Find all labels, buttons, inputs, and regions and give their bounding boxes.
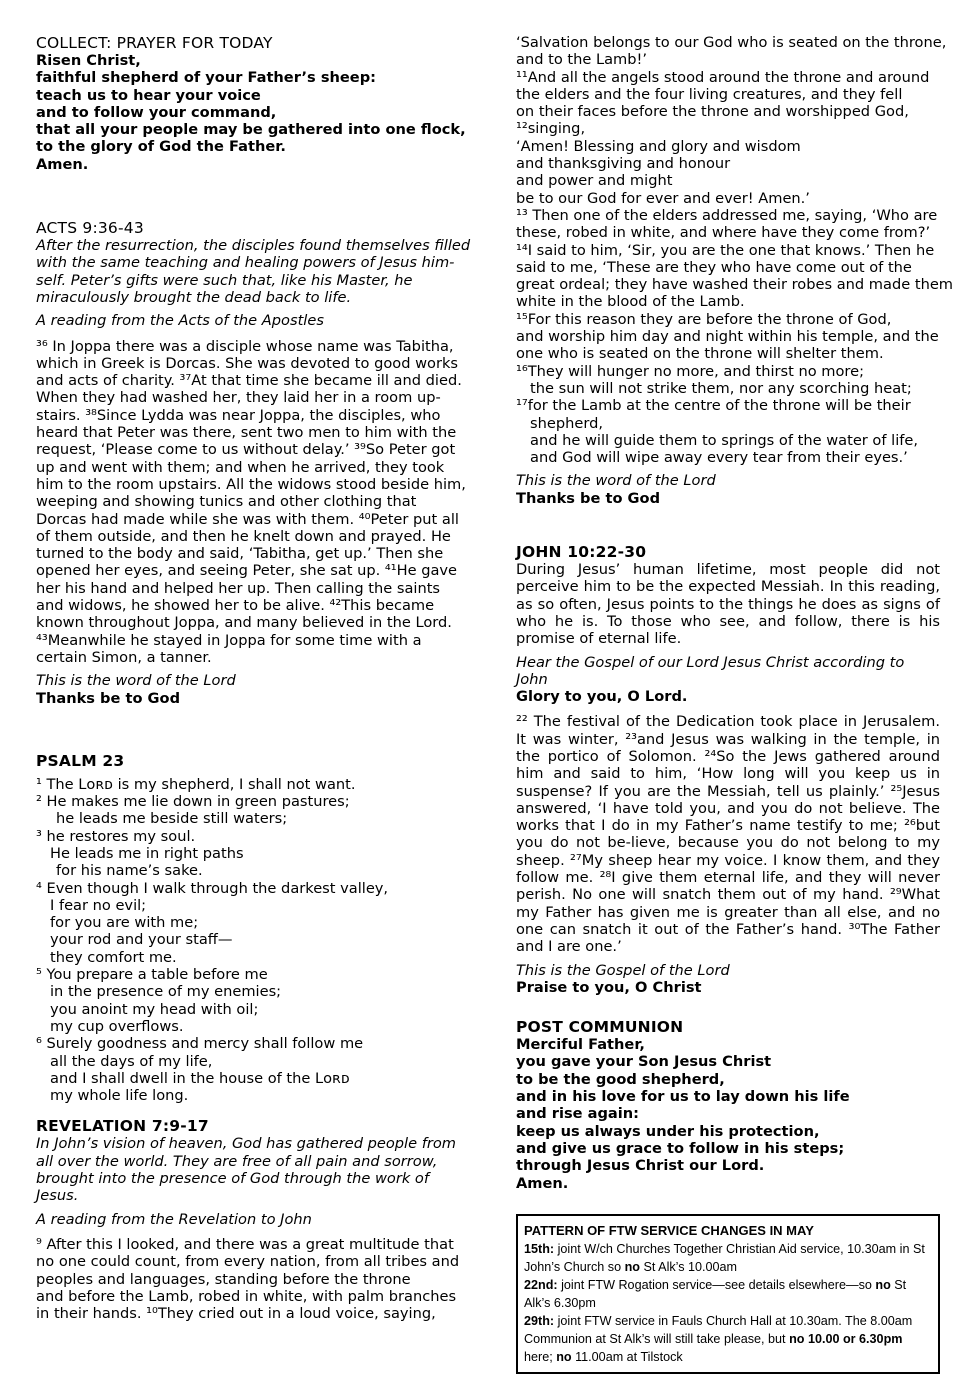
- reading-line: up and went with them; and when he arrived, they took: [36, 458, 445, 476]
- reading-line: and thanksgiving and honour: [516, 155, 731, 173]
- reading-line: ¹⁷for the Lamb at the centre of the throne will be their: [516, 397, 911, 415]
- john-heading: JOHN 10:22-30: [516, 543, 647, 562]
- intro-line: Jesus.: [36, 1187, 79, 1205]
- prayer-line: keep us always under his protection,: [516, 1122, 820, 1140]
- intro-line: all over the world. They are free of all pain and sorrow,: [36, 1152, 438, 1170]
- john-section: [516, 543, 940, 996]
- collect-line: and to follow your command,: [36, 103, 277, 121]
- reading-line: and acts of charity. ³⁷At that time she became ill and died.: [36, 372, 462, 390]
- revelation-section: [36, 1117, 466, 1322]
- notice-items: [524, 1240, 932, 1366]
- notice-item: 15th: joint W/ch Churches Together Christian Aid service, 10.30am in St John’s Church so no St Alk’s 10.00am: [524, 1241, 925, 1274]
- collect-line: faithful shepherd of your Father’s sheep:: [36, 69, 376, 87]
- post-communion-heading: POST COMMUNION: [516, 1018, 684, 1037]
- reading-line: him to the room upstairs. All the widows stood beside him,: [36, 475, 466, 493]
- reading-line: and widows, he showed her to be alive. ⁴²This became: [36, 597, 435, 615]
- notice-heading: PATTERN OF FTW SERVICE CHANGES IN MAY: [524, 1222, 814, 1238]
- acts-announcement: A reading from the Acts of the Apostles: [36, 312, 324, 330]
- acts-reading: [36, 338, 466, 667]
- reading-line: be to our God for ever and ever! Amen.’: [516, 189, 810, 207]
- psalm-line: and I shall dwell in the house of the Lᴏʀᴅ: [50, 1069, 350, 1087]
- revelation-reading-start: [36, 1236, 466, 1322]
- reading-line: of them outside, and then he knelt down and prayed. He: [36, 527, 451, 545]
- reading-line: Dorcas had made while she was with them. ⁴⁰Peter put all: [36, 510, 459, 528]
- intro-line: self. Peter’s gifts were such that, like his Master, he: [36, 271, 413, 289]
- reading-line: certain Simon, a tanner.: [36, 648, 212, 666]
- reading-line: great ordeal; they have washed their robes and made them: [516, 276, 954, 294]
- prayer-line: you gave your Son Jesus Christ: [516, 1053, 772, 1071]
- psalm-line: my whole life long.: [50, 1087, 189, 1105]
- reading-line: heard that Peter was there, sent two men to him with the: [36, 424, 457, 442]
- service-changes-notice: [516, 1214, 940, 1374]
- revelation-reading-continued: [516, 34, 954, 467]
- acts-response: Thanks be to God: [36, 689, 181, 707]
- intro-line: After the resurrection, the disciples found themselves filled: [36, 237, 471, 255]
- revelation-response-call: This is the word of the Lord: [516, 472, 716, 490]
- psalm-text: [36, 776, 466, 1105]
- reading-line: peoples and languages, standing before the throne: [36, 1270, 411, 1288]
- psalm-line: your rod and your staff—: [50, 931, 233, 949]
- left-column: [36, 34, 471, 1323]
- prayer-line: and in his love for us to lay down his life: [516, 1088, 850, 1106]
- reading-line: opened her eyes, and seeing Peter, she sat up. ⁴¹He gave: [36, 562, 458, 580]
- revelation-response: Thanks be to God: [516, 489, 661, 507]
- reading-line: and to the Lamb!’: [516, 51, 648, 69]
- acts-heading: ACTS 9:36-43: [36, 219, 144, 238]
- prayer-line: Amen.: [516, 1174, 569, 1192]
- reading-line: ¹¹And all the angels stood around the throne and around: [516, 68, 930, 86]
- reading-line: in their hands. ¹⁰They cried out in a loud voice, saying,: [36, 1305, 436, 1323]
- reading-line: ¹³ Then one of the elders addressed me, saying, ‘Who are: [516, 206, 938, 224]
- john-intro: During Jesus’ human lifetime, most people did not perceive him to be the expected Messiah. In this reading, as so often, Jesus points to the things he does as signs of who he is. To those who see, and follow, there is his promise of eternal life.: [516, 561, 940, 648]
- reading-line: ‘Salvation belongs to our God who is seated on the throne,: [516, 34, 947, 51]
- john-response-call: This is the Gospel of the Lord: [516, 961, 730, 979]
- psalm-line: ¹ The Lᴏʀᴅ is my shepherd, I shall not want.: [36, 775, 356, 793]
- reading-line: ¹⁴I said to him, ‘Sir, you are the one that knows.’ Then he: [516, 241, 935, 259]
- collect-line: that all your people may be gathered into one flock,: [36, 121, 466, 139]
- reading-line: ¹⁵For this reason they are before the throne of God,: [516, 310, 892, 328]
- prayer-line: through Jesus Christ our Lord.: [516, 1157, 765, 1175]
- psalm-line: I fear no evil;: [50, 896, 147, 914]
- psalm-line: my cup overflows.: [50, 1017, 184, 1035]
- psalm-line: you anoint my head with oil;: [50, 1000, 259, 1018]
- reading-line: ⁴³Meanwhile he stayed in Joppa for some time with a: [36, 631, 422, 649]
- psalm-line: all the days of my life,: [50, 1052, 213, 1070]
- intro-line: In John’s vision of heaven, God has gathered people from: [36, 1135, 456, 1153]
- psalm-line: ⁶ Surely goodness and mercy shall follow me: [36, 1035, 364, 1053]
- prayer-line: Merciful Father,: [516, 1036, 645, 1054]
- collect-line: Amen.: [36, 155, 89, 173]
- reading-line: ¹²singing,: [516, 120, 586, 138]
- reading-line: weeping and showing tunics and other clothing that: [36, 493, 417, 511]
- reading-line: stairs. ³⁸Since Lydda was near Joppa, the disciples, who: [36, 406, 441, 424]
- reading-line: and he will guide them to springs of the water of life,: [530, 431, 919, 449]
- reading-line: shepherd,: [530, 414, 603, 432]
- reading-line: turned to the body and said, ‘Tabitha, get up.’ Then she: [36, 545, 444, 563]
- intro-line: brought into the presence of God through the work of: [36, 1170, 429, 1188]
- reading-line: said to me, ‘These are they who have come out of the: [516, 258, 912, 276]
- right-column: [516, 34, 954, 1374]
- notice-item: 29th: joint FTW service in Fauls Church Hall at 10.30am. The 8.00am Communion at St Alk’s will still take please, but no 10.00 or 6.30pm here; no 11.00am at Tilstock: [524, 1313, 913, 1364]
- revelation-intro: [36, 1135, 466, 1204]
- reading-line: When they had washed her, they laid her in a room up-: [36, 389, 441, 407]
- reading-line: on their faces before the throne and worshipped God,: [516, 103, 909, 121]
- reading-line: ³⁶ In Joppa there was a disciple whose name was Tabitha,: [36, 337, 454, 355]
- reading-line: which in Greek is Dorcas. She was devoted to good works: [36, 354, 459, 372]
- reading-line: the sun will not strike them, nor any scorching heat;: [530, 379, 912, 397]
- collect-line: to the glory of God the Father.: [36, 138, 286, 156]
- reading-line: no one could count, from every nation, from all tribes and: [36, 1253, 460, 1271]
- revelation-heading: REVELATION 7:9-17: [36, 1117, 209, 1136]
- collect-section: [36, 34, 466, 173]
- psalm-line: for his name’s sake.: [56, 862, 203, 880]
- psalm-section: [36, 752, 466, 1105]
- collect-line: teach us to hear your voice: [36, 86, 261, 104]
- prayer-line: to be the good shepherd,: [516, 1070, 725, 1088]
- psalm-line: for you are with me;: [50, 914, 199, 932]
- prayer-line: and give us grace to follow in his steps;: [516, 1139, 845, 1157]
- psalm-line: ² He makes me lie down in green pastures;: [36, 793, 350, 811]
- john-reading: ²² The festival of the Dedication took place in Jerusalem. It was winter, ²³and Jesus was walking in the temple, in the portico of Solomon. ²⁴So the Jews gathered around him and said to him, ‘How long will you keep us in suspense? If you are the Messiah, tell us plainly.’ ²⁵Jesus answered, ‘I have told you, and you do not believe. The works that I do in my Father’s name testify to me; ²⁶but you do not be-lieve, because you do not belong to my sheep. ²⁷My sheep hear my voice. I know them, and they follow me. ²⁸I give them eternal life, and they will never perish. No one will snatch them out of my hand. ²⁹What my Father has given me is greater than all else, and no one can snatch it out of the Father’s hand. ³⁰The Father and I are one.’: [516, 713, 940, 956]
- collect-prayer: [36, 52, 466, 173]
- revelation-announcement: A reading from the Revelation to John: [36, 1210, 312, 1228]
- intro-line: miraculously brought the dead back to life.: [36, 288, 352, 306]
- reading-line: white in the blood of the Lamb.: [516, 293, 745, 311]
- post-communion-section: [516, 1018, 940, 1192]
- reading-line: and power and might: [516, 172, 673, 190]
- notice-item: 22nd: joint FTW Rogation service—see details elsewhere—so no St Alk’s 6.30pm: [524, 1277, 907, 1310]
- acts-response-call: This is the word of the Lord: [36, 672, 236, 690]
- psalm-line: he leads me beside still waters;: [56, 810, 288, 828]
- psalm-line: ⁴ Even though I walk through the darkest valley,: [36, 879, 389, 897]
- post-communion-prayer: [516, 1036, 940, 1192]
- john-announcement-response: Glory to you, O Lord.: [516, 688, 688, 706]
- reading-line: and before the Lamb, robed in white, with palm branches: [36, 1287, 457, 1305]
- reading-line: ¹⁶They will hunger no more, and thirst no more;: [516, 362, 865, 380]
- acts-section: [36, 219, 471, 707]
- psalm-line: they comfort me.: [50, 948, 177, 966]
- prayer-line: and rise again:: [516, 1105, 639, 1123]
- reading-line: and God will wipe away every tear from their eyes.’: [530, 449, 908, 467]
- psalm-line: ³ he restores my soul.: [36, 827, 196, 845]
- john-announcement: Hear the Gospel of our Lord Jesus Christ according to John: [516, 653, 905, 688]
- collect-line: Risen Christ,: [36, 52, 141, 69]
- psalm-line: ⁵ You prepare a table before me: [36, 966, 268, 984]
- intro-line: with the same teaching and healing powers of Jesus him-: [36, 254, 455, 272]
- reading-line: ‘Amen! Blessing and glory and wisdom: [516, 137, 801, 155]
- reading-line: these, robed in white, and where have they come from?’: [516, 224, 931, 242]
- revelation-continued: [516, 34, 954, 507]
- psalm-heading: PSALM 23: [36, 751, 125, 770]
- reading-line: the elders and the four living creatures, and they fell: [516, 85, 903, 103]
- reading-line: her his hand and helped her up. Then calling the saints: [36, 579, 441, 597]
- john-response: Praise to you, O Christ: [516, 978, 702, 996]
- collect-heading: COLLECT: PRAYER FOR TODAY: [36, 34, 273, 52]
- acts-intro: [36, 237, 471, 306]
- reading-line: ⁹ After this I looked, and there was a great multitude that: [36, 1235, 454, 1253]
- reading-line: known throughout Joppa, and many believed in the Lord.: [36, 614, 452, 632]
- reading-line: and worship him day and night within his temple, and the: [516, 328, 939, 346]
- psalm-line: He leads me in right paths: [50, 844, 244, 862]
- reading-line: one who is seated on the throne will shelter them.: [516, 345, 884, 363]
- reading-line: request, ‘Please come to us without delay.’ ³⁹So Peter got: [36, 441, 456, 459]
- psalm-line: in the presence of my enemies;: [50, 983, 282, 1001]
